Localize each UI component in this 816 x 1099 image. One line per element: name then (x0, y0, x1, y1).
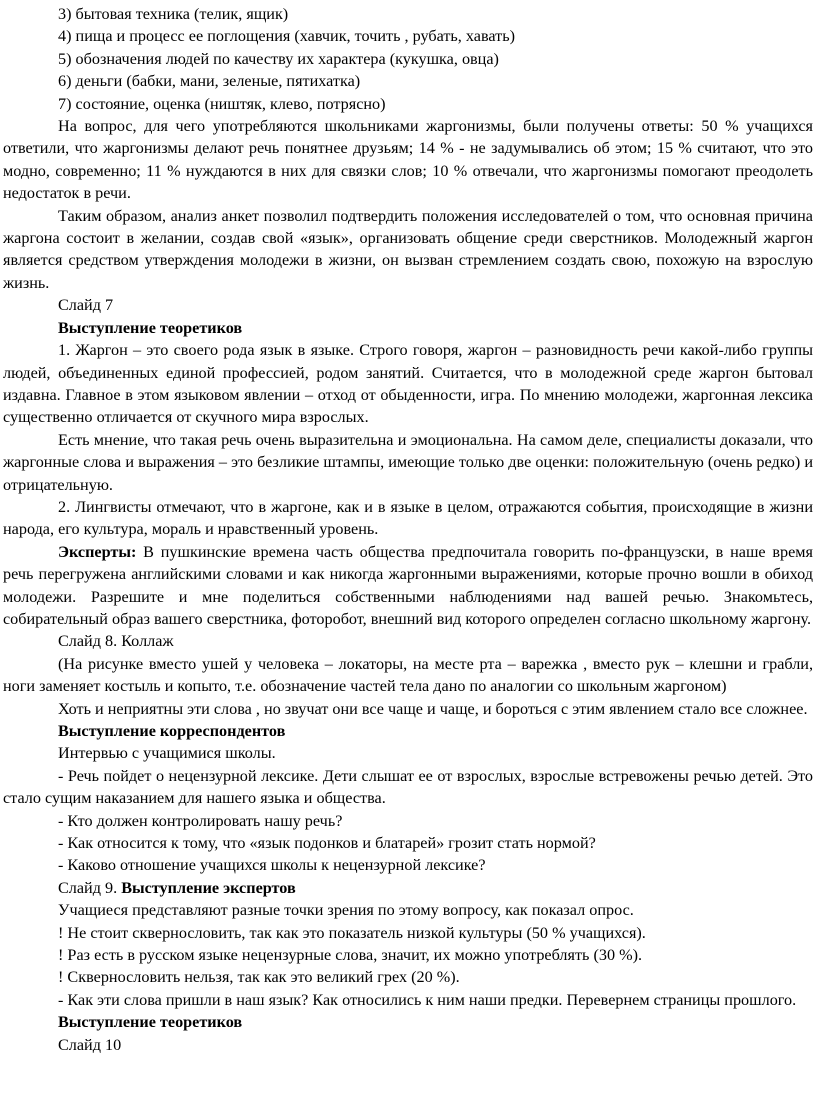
body-paragraph: Интервью с учащимися школы. (58, 744, 276, 763)
list-item: 3) бытовая техника (телик, ящик) (58, 5, 289, 23)
slide-label: Слайд 7 (58, 296, 114, 315)
section-heading: Выступление корреспондентов (58, 722, 286, 740)
body-paragraph: 1. Жаргон – это своего рода язык в языке. Строго говоря, жаргон – разновидность речи какой-либо группы людей, объединенных единой профессией, родом занятий. Считается, что в молодежной среде жаргон бытовал издавна. Главное в этом языковом явлении – отход от обыденности, игра. По мнению молодежи, жаргонная лексика существенно отличается от скучного мира взрослых. (3, 341, 813, 427)
slide-label: Слайд 10 (58, 1035, 122, 1054)
question-item: - Каково отношение учащихся школы к нецензурной лексике? (58, 856, 486, 875)
slide-heading (3, 877, 813, 899)
list-item: 4) пища и процесс ее поглощения (хавчик, точить , рубать, хавать) (58, 27, 516, 46)
section-heading: Выступление теоретиков (58, 1013, 243, 1032)
body-paragraph: 2. Лингвисты отмечают, что в жаргоне, как и в языке в целом, отражаются события, происходящие в жизни народа, его культура, мораль и нравственный уровень. (3, 497, 813, 539)
opinion-item: ! Раз есть в русском языке нецензурные слова, значит, их можно употреблять (30 %). (58, 946, 643, 965)
list-item: 6) деньги (бабки, мани, зеленые, пятихатка) (58, 72, 361, 91)
body-paragraph: Учащиеся представляют разные точки зрения по этому вопросу, как показал опрос. (58, 901, 634, 920)
body-paragraph: - Речь пойдет о нецензурной лексике. Дети слышат ее от взрослых, взрослые встревожены речью детей. Это стало сущим наказанием для нашего языка и общества. (3, 766, 813, 808)
section-heading: Выступление теоретиков (58, 318, 243, 337)
body-paragraph: (На рисунке вместо ушей у человека – локаторы, на месте рта – варежка , вместо рук – клешни и грабли, ноги заменяет костыль и копыто, т.е. обозначение частей тела дано по аналогии со школьным жаргоном) (3, 654, 813, 696)
body-paragraph: - Как эти слова пришли в наш язык? Как относились к ним наши предки. Перевернем страницы прошлого. (58, 990, 797, 1009)
opinion-item: ! Не стоит сквернословить, так как это показатель низкой культуры (50 % учащихся). (58, 923, 646, 942)
list-item: 7) состояние, оценка (ништяк, клево, потрясно) (58, 94, 386, 113)
slide-label: Слайд 9. (58, 878, 118, 897)
question-item: - Кто должен контролировать нашу речь? (58, 811, 343, 830)
body-paragraph: Хоть и неприятны эти слова , но звучат они все чаще и чаще, и бороться с этим явлением стало все сложнее. (58, 699, 808, 718)
experts-text: В пушкинские времена часть общества предпочитала говорить по-французски, в наше время речь перегружена английскими словами и как никогда жаргонными выражениями, которые прочно вошли в обиход молодежи. Разрешите и мне поделиться собственными наблюдениями над вашей речью. Знакомьтесь, собирательный образ вашего сверстника, фоторобот, внешний вид которого определен согласно школьному жаргону. (3, 542, 813, 628)
survey-paragraph: На вопрос, для чего употребляются школьниками жаргонизмы, были получены ответы: 50 % учащихся ответили, что жаргонизмы делают речь понятнее друзьям; 14 % - не задумывались об этом; 15 % считают, что это модно, современно; 11 % нуждаются в них для связки слов; 10 % отвечали, что жаргонизмы помогают преодолеть недостаток в речи. (3, 117, 813, 203)
section-heading: Выступление экспертов (121, 878, 296, 897)
conclusion-paragraph: Таким образом, анализ анкет позволил подтвердить положения исследователей о том, что основная причина жаргона состоит в желании, создав свой «язык», организовать общение среди сверстников. Молодежный жаргон является средством утверждения молодежи в жизни, он вызван стремлением создать свою, похожую на взрослую жизнь. (3, 206, 813, 292)
opinion-item: ! Сквернословить нельзя, так как это великий грех (20 %). (58, 968, 460, 987)
question-item: - Как относится к тому, что «язык подонков и блатарей» грозит стать нормой? (58, 834, 596, 853)
experts-paragraph (3, 541, 813, 631)
body-paragraph: Есть мнение, что такая речь очень выразительна и эмоциональна. На самом деле, специалисты доказали, что жаргонные слова и выражения – это безликие штампы, имеющие только две оценки: положительную (очень редко) и отрицательную. (3, 430, 813, 494)
experts-label: Эксперты: (58, 542, 137, 561)
list-item: 5) обозначения людей по качеству их характера (кукушка, овца) (58, 49, 499, 68)
slide-label: Слайд 8. Коллаж (58, 632, 174, 651)
